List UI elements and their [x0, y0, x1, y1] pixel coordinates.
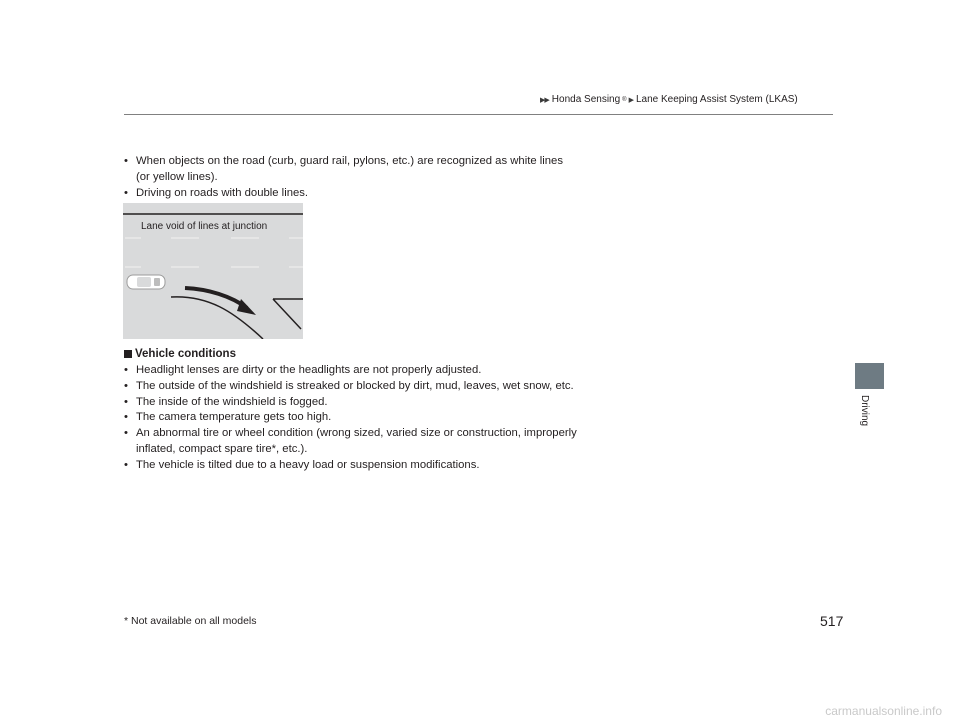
curb-curve [171, 297, 263, 339]
header-divider [124, 114, 833, 115]
car-icon [127, 275, 165, 289]
double-arrow-icon: ▶▶ [540, 96, 549, 104]
lane-dashes [125, 238, 303, 267]
square-bullet-icon [124, 350, 132, 358]
junction-edge [273, 299, 303, 329]
breadcrumb-subsection: Lane Keeping Assist System (LKAS) [635, 94, 798, 105]
list-item: • The inside of the windshield is fogged. [124, 395, 584, 411]
list-item: • An abnormal tire or wheel condition (wrong sized, varied size or construction, improperly inflated, compact spare tire*, etc.). [124, 426, 584, 458]
list-item: • Driving on roads with double lines. [124, 186, 574, 202]
chapter-label: Driving [859, 395, 870, 427]
junction-illustration [123, 203, 303, 339]
list-item: • The camera temperature gets too high. [124, 410, 584, 426]
intro-bullet-list [124, 154, 574, 201]
watermark: carmanualsonline.info [0, 704, 960, 722]
section-title: Vehicle conditions [135, 348, 236, 360]
list-item: • When objects on the road (curb, guard rail, pylons, etc.) are recognized as white lines (or yellow lines). [124, 154, 574, 186]
list-item: • The outside of the windshield is streaked or blocked by dirt, mud, leaves, wet snow, etc. [124, 379, 584, 395]
registered-mark: ® [622, 96, 627, 103]
list-item: • Headlight lenses are dirty or the headlights are not properly adjusted. [124, 363, 584, 379]
vehicle-conditions-list [124, 363, 584, 474]
breadcrumb-section: Honda Sensing [551, 94, 621, 105]
breadcrumb [540, 94, 798, 105]
list-item: • The vehicle is tilted due to a heavy load or suspension modifications. [124, 458, 584, 474]
arrow-icon: ▶ [628, 96, 633, 104]
footnote: * Not available on all models [124, 615, 257, 627]
vehicle-conditions-heading [124, 348, 236, 360]
chapter-tab [855, 363, 884, 389]
page-number: 517 [820, 613, 844, 629]
figure-label: Lane void of lines at junction [141, 221, 268, 232]
